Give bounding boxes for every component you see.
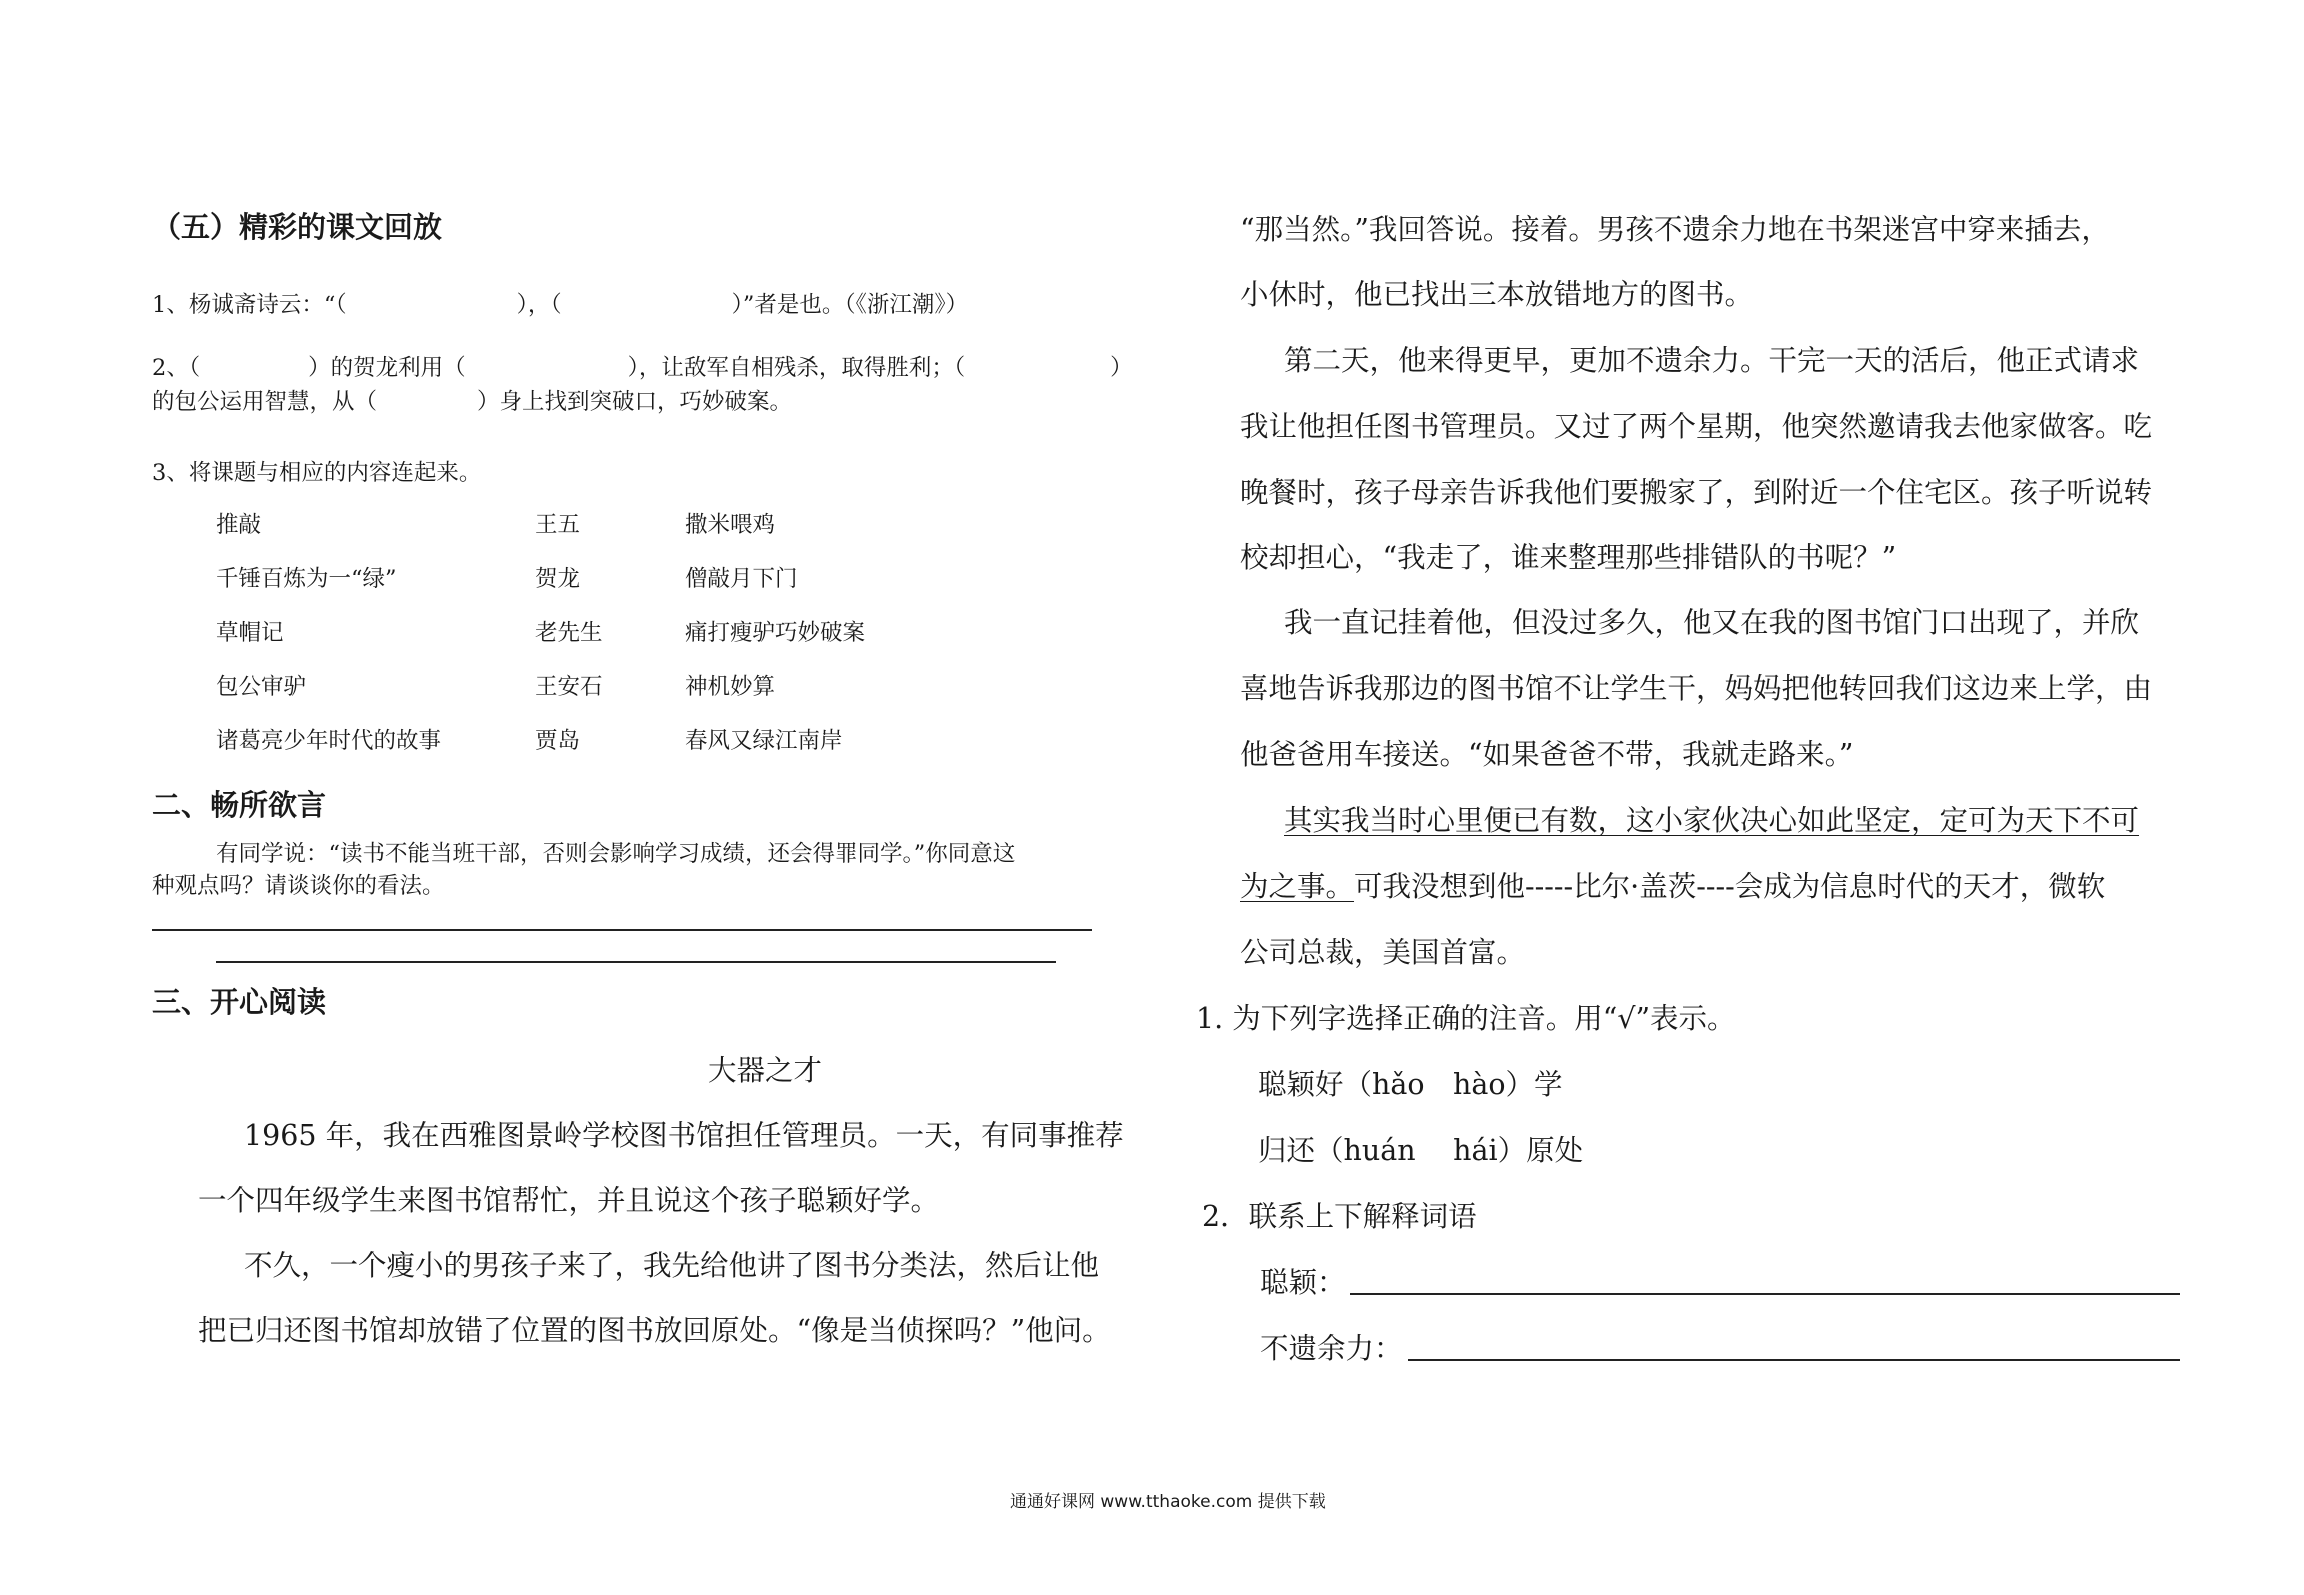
reading-question-1: 1. 为下列字选择正确的注音。用“√”表示。 [1196, 1002, 1736, 1035]
match-col1-item: 千锤百炼为一“绿” [216, 566, 397, 592]
match-col1-item: 草帽记 [216, 620, 284, 646]
section5-title: （五）精彩的课文回放 [152, 210, 443, 244]
match-col3-item: 撒米喂鸡 [685, 512, 776, 538]
paragraph-line: 喜地告诉我那边的图书馆不让学生干，妈妈把他转回我们这边来上学，由 [1240, 672, 2153, 705]
section3-title: 三、开心阅读 [152, 985, 327, 1019]
answer-line[interactable] [216, 961, 1056, 963]
article-title: 大器之才 [708, 1054, 823, 1087]
match-col3-item: 春风又绿江南岸 [685, 728, 843, 754]
paragraph-line: 他爸爸用车接送。“如果爸爸不带，我就走路来。” [1240, 738, 1854, 771]
match-col2-item: 老先生 [535, 620, 603, 646]
match-col2-item: 贾岛 [535, 728, 581, 754]
q2-part-b: ）的贺龙利用（ [308, 355, 466, 381]
match-col3-item: 神机妙算 [685, 674, 776, 700]
paragraph-line: 1965 年，我在西雅图景岭学校图书馆担任管理员。一天，有同事推荐 [244, 1119, 1124, 1152]
q1-suffix: ）”者是也。（《浙江潮》） [731, 292, 969, 318]
match-col2-item: 王安石 [535, 674, 603, 700]
paragraph-line: 我让他担任图书管理员。又过了两个星期，他突然邀请我去他家做客。吃 [1240, 410, 2153, 443]
reading-question-2: 2．联系上下解释词语 [1202, 1200, 1477, 1233]
q2-part-d: ） [1110, 355, 1133, 381]
q1-prefix: 1、杨诚斋诗云：“（ [152, 292, 347, 318]
paragraph-line: 一个四年级学生来图书馆帮忙，并且说这个孩子聪颖好学。 [198, 1184, 940, 1217]
paragraph-line: 校却担心，“我走了，谁来整理那些排错队的书呢？” [1240, 541, 1897, 574]
term-label: 不遗余力： [1260, 1332, 1403, 1365]
question-1 [152, 287, 968, 319]
q2-part-a: 2、（ [152, 355, 201, 381]
match-col1-item: 诸葛亮少年时代的故事 [216, 728, 442, 754]
pinyin-choice-item[interactable]: 归还（huán hái）原处 [1258, 1134, 1584, 1167]
section2-title: 二、畅所欲言 [152, 788, 327, 822]
paragraph-line: 第二天，他来得更早，更加不遗余力。干完一天的活后，他正式请求 [1284, 344, 2140, 377]
answer-line[interactable] [1350, 1293, 2180, 1295]
match-col1-item: 包公审驴 [216, 674, 307, 700]
match-col1-item: 推敲 [216, 512, 262, 538]
paragraph-line: 公司总裁，美国首富。 [1240, 936, 1526, 969]
paragraph-line: 把已归还图书馆却放错了位置的图书放回原处。“像是当侦探吗？”他问。 [198, 1314, 1111, 1347]
section2-text: 种观点吗？请谈谈你的看法。 [152, 873, 445, 899]
pinyin-choice-item[interactable]: 聪颖好（hǎo hào）学 [1258, 1068, 1563, 1101]
paragraph-line: 不久，一个瘦小的男孩子来了，我先给他讲了图书分类法，然后让他 [244, 1249, 1100, 1282]
q2-part-f: ）身上找到突破口，巧妙破案。 [477, 389, 793, 415]
section2-text: 有同学说：“读书不能当班干部，否则会影响学习成绩，还会得罪同学。”你同意这 [216, 841, 1016, 867]
paragraph-line: 我一直记挂着他，但没过多久，他又在我的图书馆门口出现了，并欣 [1284, 606, 2140, 639]
match-col3-item: 痛打瘦驴巧妙破案 [685, 620, 866, 646]
paragraph-line: 晚餐时，孩子母亲告诉我他们要搬家了，到附近一个住宅区。孩子听说转 [1240, 476, 2153, 509]
question-2-line1 [152, 350, 1133, 382]
page-footer: 通通好课网 www.tthaoke.com 提供下载 [1010, 1492, 1326, 1512]
match-col2-item: 贺龙 [535, 566, 581, 592]
match-col2-item: 王五 [535, 512, 581, 538]
q2-part-e: 的包公运用智慧，从（ [152, 389, 378, 415]
q1-mid: ），（ [516, 292, 562, 318]
underlined-sentence: 其实我当时心里便已有数，这小家伙决心如此坚定，定可为天下不可 [1284, 804, 2140, 837]
match-col3-item: 僧敲月下门 [685, 566, 798, 592]
sentence-rest: 可我没想到他-----比尔·盖茨----会成为信息时代的天才，微软 [1354, 870, 2106, 903]
underlined-sentence-end: 为之事。 [1240, 870, 1355, 903]
q2-part-c: ），让敌军自相残杀，取得胜利；（ [627, 355, 966, 381]
question-2-line2 [152, 384, 792, 416]
answer-line[interactable] [152, 929, 1092, 931]
term-label: 聪颖： [1260, 1266, 1346, 1299]
paragraph-line: “那当然。”我回答说。接着。男孩不遗余力地在书架迷宫中穿来插去， [1240, 213, 2110, 246]
question-3-title: 3、将课题与相应的内容连起来。 [152, 460, 482, 486]
paragraph-line [1240, 864, 2105, 905]
paragraph-line: 小休时，他已找出三本放错地方的图书。 [1240, 278, 1754, 311]
answer-line[interactable] [1408, 1359, 2180, 1361]
